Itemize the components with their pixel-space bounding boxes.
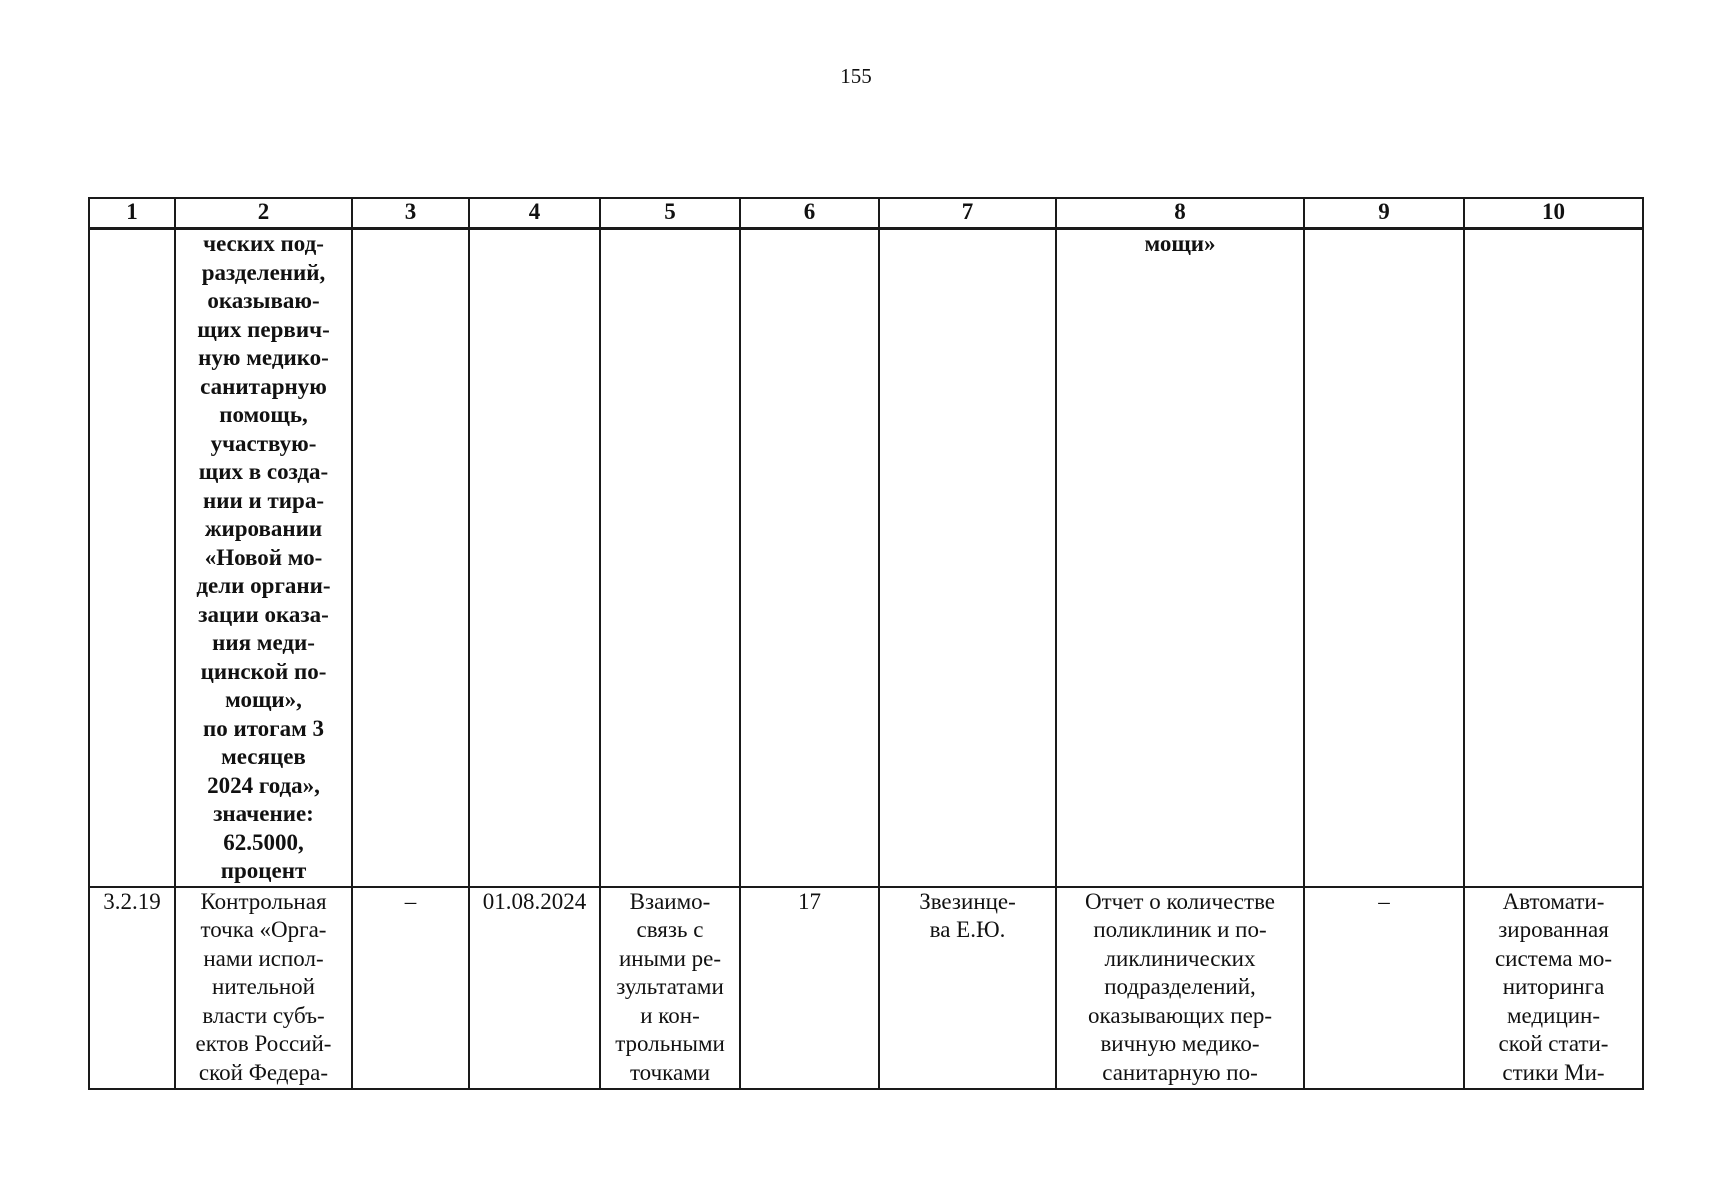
cell-text-line: месяцев	[221, 744, 306, 769]
cell-text-line: щих в созда-	[198, 459, 329, 484]
cell-text-line: мощи»	[1144, 231, 1216, 256]
cell-text-line: дели органи-	[196, 573, 331, 598]
cell-text-line: зации оказа-	[198, 601, 329, 627]
cell-text-line: Контрольная	[200, 888, 327, 914]
cell-text-line: Взаимо-	[629, 888, 711, 914]
cell-text-line: нами испол-	[203, 945, 324, 971]
cell-number	[89, 887, 175, 1089]
cell-text-line: стики Ми-	[1502, 1059, 1605, 1085]
cell-description	[175, 887, 352, 1089]
cell-text-line: ектов Россий-	[195, 1031, 332, 1056]
header-row	[89, 198, 1643, 229]
cell-relation	[600, 229, 740, 887]
cell-report	[1056, 887, 1304, 1089]
cell-text-line: ческих под-	[203, 231, 324, 256]
header-col-9: 9	[1304, 198, 1464, 229]
cell-text-line: процент	[220, 858, 307, 883]
cell-text-line: ниторинга	[1502, 974, 1605, 999]
cell-report	[1056, 229, 1304, 887]
header-col-2: 2	[175, 198, 352, 229]
cell-description	[175, 229, 352, 887]
cell-text-line: 2024 года»,	[207, 772, 320, 798]
page-number: 155	[840, 64, 872, 88]
cell-col-3	[352, 887, 469, 1089]
cell-text-line: иными ре-	[618, 945, 722, 971]
cell-system	[1464, 887, 1643, 1089]
cell-text-line: –	[404, 888, 417, 914]
cell-text-line: 17	[798, 888, 821, 914]
cell-text-line: разделений,	[201, 259, 326, 285]
cell-text-line: подразделений,	[1104, 974, 1256, 999]
cell-responsible	[879, 887, 1056, 1089]
cell-text-line: оказывающих пер-	[1088, 1002, 1272, 1028]
cell-text-line: значение:	[213, 801, 314, 826]
header-col-4: 4	[469, 198, 600, 229]
cell-col-9	[1304, 229, 1464, 887]
cell-text-line: поликлиник и по-	[1093, 917, 1267, 942]
cell-text-line: жировании	[204, 516, 323, 541]
cell-relation	[600, 887, 740, 1089]
cell-text-line: и кон-	[640, 1002, 700, 1028]
header-col-6: 6	[740, 198, 879, 229]
cell-text-line: по итогам 3	[202, 715, 325, 741]
plan-table	[88, 197, 1644, 1090]
cell-text-line: Звезинце-	[919, 888, 1016, 914]
cell-text-line: цинской по-	[200, 658, 327, 684]
cell-text-line: ва Е.Ю.	[929, 917, 1006, 942]
cell-text-line: Автомати-	[1502, 888, 1605, 914]
header-col-5: 5	[600, 198, 740, 229]
cell-text-line: зультатами	[616, 974, 724, 999]
cell-text-line: санитарную	[200, 373, 327, 399]
cell-col-3	[352, 229, 469, 887]
cell-col-6	[740, 229, 879, 887]
table-row-continuation	[89, 229, 1643, 887]
cell-text-line: 62.5000,	[223, 829, 304, 855]
cell-text-line: щих первич-	[197, 316, 330, 342]
header-col-10: 10	[1464, 198, 1643, 229]
cell-responsible	[879, 229, 1056, 887]
cell-number	[89, 229, 175, 887]
cell-text-line: точками	[629, 1059, 711, 1085]
cell-text-line: ской Федера-	[198, 1059, 329, 1085]
cell-text-line: нительной	[212, 974, 315, 999]
cell-text-line: ликлинических	[1104, 945, 1256, 971]
cell-text-line: оказываю-	[207, 288, 320, 313]
cell-text-line: ную медико-	[198, 345, 329, 370]
cell-text-line: система мо-	[1494, 945, 1613, 971]
cell-text-line: медицин-	[1506, 1002, 1601, 1028]
cell-date	[469, 887, 600, 1089]
cell-text-line: мощи»,	[225, 687, 302, 712]
cell-text-line: связь с	[636, 917, 704, 942]
cell-text-line: точка «Орга-	[200, 917, 327, 942]
cell-text-line: ской стати-	[1498, 1031, 1609, 1056]
cell-text-line: власти субъ-	[202, 1002, 325, 1028]
header-col-1: 1	[89, 198, 175, 229]
header-col-3: 3	[352, 198, 469, 229]
cell-text-line: вичную медико-	[1100, 1031, 1260, 1056]
cell-col-6	[740, 887, 879, 1089]
cell-text-line: 01.08.2024	[482, 888, 587, 914]
cell-text-line: участвую-	[210, 430, 317, 456]
cell-text-line: Отчет о количестве	[1084, 888, 1276, 914]
cell-text-line: помощь,	[219, 402, 308, 427]
table-row-3-2-19	[89, 887, 1643, 1089]
cell-text-line: санитарную по-	[1102, 1059, 1258, 1085]
cell-text-line: «Новой мо-	[204, 544, 323, 570]
cell-text-line: ния меди-	[212, 630, 315, 655]
header-col-7: 7	[879, 198, 1056, 229]
header-col-8: 8	[1056, 198, 1304, 229]
cell-system	[1464, 229, 1643, 887]
cell-text-line: –	[1378, 888, 1390, 914]
cell-date	[469, 229, 600, 887]
cell-text-line: 3.2.19	[103, 888, 161, 914]
cell-text-line: зированная	[1498, 917, 1609, 942]
cell-col-9	[1304, 887, 1464, 1089]
cell-text-line: трольными	[615, 1031, 725, 1056]
cell-text-line: нии и тира-	[202, 487, 324, 513]
